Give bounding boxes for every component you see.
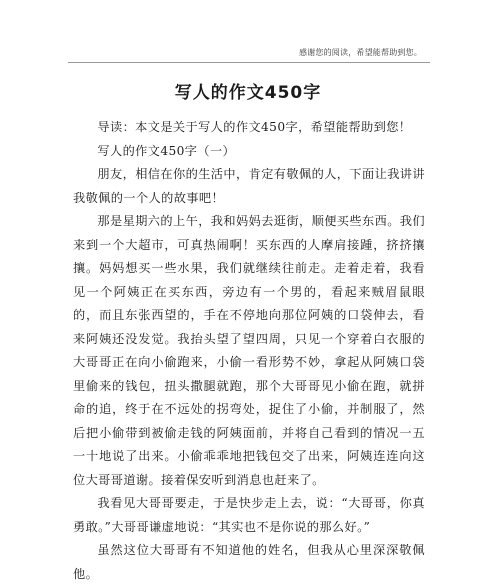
section-heading: 写人的作文450字（一） [97,143,236,158]
body-paragraph: 虽然这位大哥哥有不知道他的姓名，但我从心里深深敬佩他。 [73,543,425,581]
body-paragraph: 那是星期六的上午，我和妈妈去逛街，顺便买些东西。我们来到一个大超市，可真热闹啊！买东西的人摩肩接踵，挤挤攘攘。妈妈想买一些水果，我们就继续往前走。走着走着，我看见一个阿姨正在买东西，旁边有一个男的，看起来贼眉鼠眼的，而且东张西望的，手在不停地向那位阿姨的口袋伸去，看来阿姨还没发觉。我抬头望了望四周，只见一个穿着白衣服的大哥哥正在向小偷跑来，小偷一看形势不妙，拿起从阿姨口袋里偷来的钱包，扭头撒腿就跑，那个大哥哥见小偷在跑，就拼命的追，终于在不远处的拐弯处，捉住了小偷，并制服了，然后把小偷带到被偷走钱的阿姨面前，并将自己看到的情况一五一十地说了出来。小偷乖乖地把钱包交了出来，阿姨连连向这位大哥哥道谢。接着保安听到消息也赶来了。 [73,214,425,487]
header-note: 感谢您的阅读，希望能帮助到您。 [299,48,422,57]
intro-paragraph: 导读：本文是关于写人的作文450字，希望能帮助到您！ [97,120,412,134]
body-paragraph: 我看见大哥哥要走，于是快步走上去，说：“大哥哥，你真勇敢。”大哥哥谦虚地说：“其实也不是你说的那么好。” [73,496,425,534]
header-divider [68,62,430,63]
document-body [73,116,425,586]
document-title: 写人的作文450字 [174,83,322,103]
body-paragraph: 朋友，相信在你的生活中，肯定有敬佩的人，下面让我讲讲我敬佩的一个人的故事吧！ [73,167,425,205]
